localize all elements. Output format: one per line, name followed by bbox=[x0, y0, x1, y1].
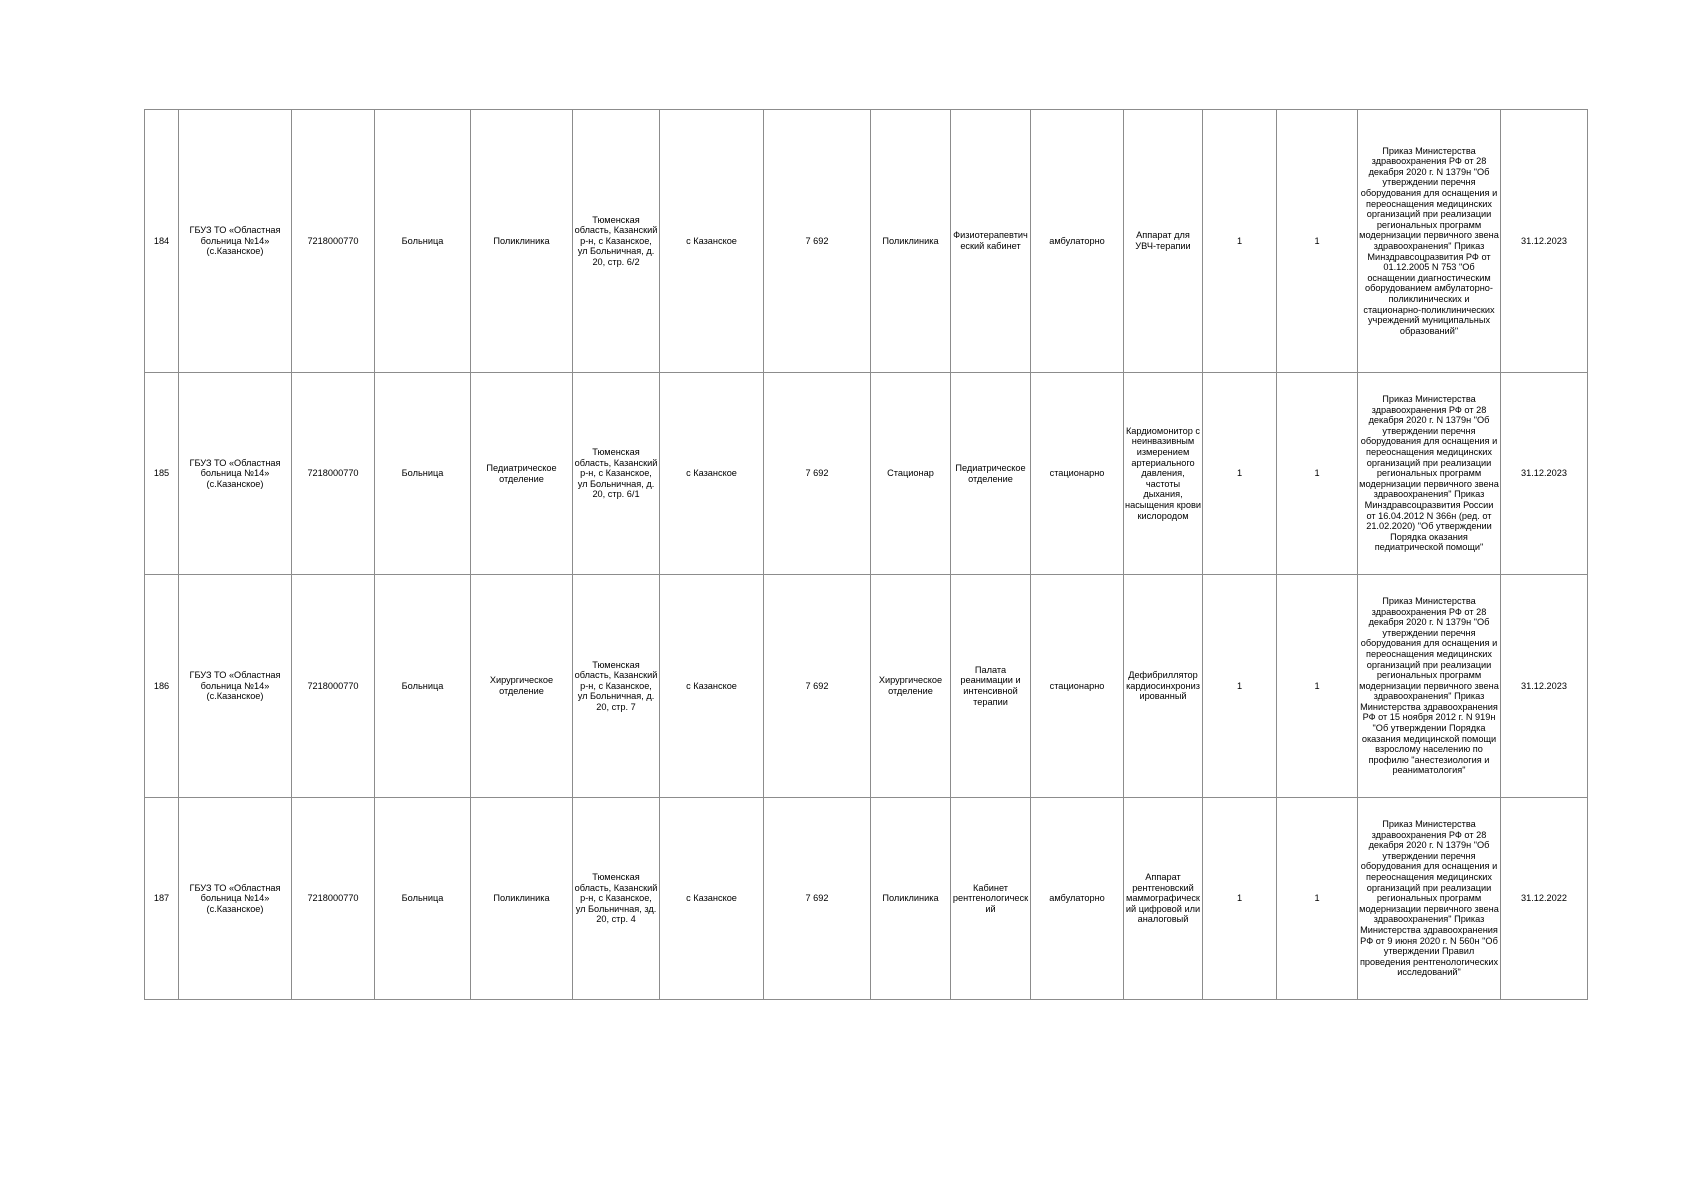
cell-qty-required: 1 bbox=[1203, 110, 1277, 373]
cell-date: 31.12.2023 bbox=[1501, 110, 1588, 373]
cell-unit-type: Поликлиника bbox=[871, 110, 951, 373]
table-row bbox=[145, 798, 1588, 1000]
cell-subdivision: Педиатрическое отделение bbox=[471, 373, 573, 575]
cell-unit-type: Хирургическое отделение bbox=[871, 575, 951, 798]
cell-basis: Приказ Министерства здравоохранения РФ от 28 декабря 2020 г. N 1379н "Об утверждении перечня оборудования для оснащения и переоснащения медицинских организаций при реализации региональных программ модернизации первичного звена здравоохранения" Приказ Минздравсоцразвития России от 16.04.2012 N 366н (ред. от 21.02.2020) "Об утверждении Порядка оказания педиатрической помощи" bbox=[1358, 373, 1501, 575]
cell-room: Педиатрическое отделение bbox=[951, 373, 1031, 575]
cell-organization: ГБУЗ ТО «Областная больница №14» (с.Казанское) bbox=[179, 110, 292, 373]
cell-qty-planned: 1 bbox=[1277, 575, 1358, 798]
table-row bbox=[145, 575, 1588, 798]
cell-address: Тюменская область, Казанский р-н, с Казанское, ул Больничная, зд. 20, стр. 4 bbox=[573, 798, 660, 1000]
cell-equipment: Кардиомонитор с неинвазивным измерением артериального давления, частоты дыхания, насыщения крови кислородом bbox=[1124, 373, 1203, 575]
cell-qty-planned: 1 bbox=[1277, 110, 1358, 373]
cell-org-type: Больница bbox=[375, 373, 471, 575]
cell-inn: 7218000770 bbox=[292, 373, 375, 575]
cell-inn: 7218000770 bbox=[292, 575, 375, 798]
cell-qty-planned: 1 bbox=[1277, 798, 1358, 1000]
cell-date: 31.12.2023 bbox=[1501, 575, 1588, 798]
cell-inn: 7218000770 bbox=[292, 798, 375, 1000]
cell-qty-required: 1 bbox=[1203, 373, 1277, 575]
cell-qty-required: 1 bbox=[1203, 575, 1277, 798]
cell-settlement: с Казанское bbox=[660, 110, 764, 373]
cell-row-number: 185 bbox=[145, 373, 179, 575]
cell-room: Палата реанимации и интенсивной терапии bbox=[951, 575, 1031, 798]
cell-address: Тюменская область, Казанский р-н, с Казанское, ул Больничная, д. 20, стр. 6/2 bbox=[573, 110, 660, 373]
cell-settlement: с Казанское bbox=[660, 373, 764, 575]
cell-unit-type: Поликлиника bbox=[871, 798, 951, 1000]
cell-org-type: Больница bbox=[375, 798, 471, 1000]
cell-unit-type: Стационар bbox=[871, 373, 951, 575]
cell-qty-planned: 1 bbox=[1277, 373, 1358, 575]
cell-org-type: Больница bbox=[375, 575, 471, 798]
cell-subdivision: Поликлиника bbox=[471, 798, 573, 1000]
cell-basis: Приказ Министерства здравоохранения РФ от 28 декабря 2020 г. N 1379н "Об утверждении перечня оборудования для оснащения и переоснащения медицинских организаций при реализации региональных программ модернизации первичного звена здравоохранения" Приказ Министерства здравоохранения РФ от 9 июня 2020 г. N 560н "Об утверждении Правил проведения рентгенологических исследований" bbox=[1358, 798, 1501, 1000]
cell-equipment: Аппарат рентгеновский маммографический цифровой или аналоговый bbox=[1124, 798, 1203, 1000]
cell-room: Кабинет рентгенологический bbox=[951, 798, 1031, 1000]
cell-care-form: амбулаторно bbox=[1031, 110, 1124, 373]
equipment-table bbox=[144, 109, 1588, 1000]
cell-organization: ГБУЗ ТО «Областная больница №14» (с.Казанское) bbox=[179, 798, 292, 1000]
table-row bbox=[145, 373, 1588, 575]
cell-date: 31.12.2023 bbox=[1501, 373, 1588, 575]
cell-population: 7 692 bbox=[764, 110, 871, 373]
cell-organization: ГБУЗ ТО «Областная больница №14» (с.Казанское) bbox=[179, 373, 292, 575]
cell-equipment: Дефибриллятор кардиосинхронизированный bbox=[1124, 575, 1203, 798]
cell-care-form: амбулаторно bbox=[1031, 798, 1124, 1000]
table-row bbox=[145, 110, 1588, 373]
cell-equipment: Аппарат для УВЧ-терапии bbox=[1124, 110, 1203, 373]
cell-population: 7 692 bbox=[764, 575, 871, 798]
cell-qty-required: 1 bbox=[1203, 798, 1277, 1000]
cell-subdivision: Поликлиника bbox=[471, 110, 573, 373]
cell-row-number: 187 bbox=[145, 798, 179, 1000]
cell-settlement: с Казанское bbox=[660, 798, 764, 1000]
cell-date: 31.12.2022 bbox=[1501, 798, 1588, 1000]
cell-care-form: стационарно bbox=[1031, 575, 1124, 798]
cell-org-type: Больница bbox=[375, 110, 471, 373]
cell-organization: ГБУЗ ТО «Областная больница №14» (с.Казанское) bbox=[179, 575, 292, 798]
cell-address: Тюменская область, Казанский р-н, с Казанское, ул Больничная, д. 20, стр. 6/1 bbox=[573, 373, 660, 575]
cell-population: 7 692 bbox=[764, 798, 871, 1000]
cell-care-form: стационарно bbox=[1031, 373, 1124, 575]
cell-basis: Приказ Министерства здравоохранения РФ от 28 декабря 2020 г. N 1379н "Об утверждении перечня оборудования для оснащения и переоснащения медицинских организаций при реализации региональных программ модернизации первичного звена здравоохранения" Приказ Минздравсоцразвития РФ от 01.12.2005 N 753 "Об оснащении диагностическим оборудованием амбулаторно-поликлинических и стационарно-поликлинических учреждений муниципальных образований" bbox=[1358, 110, 1501, 373]
cell-room: Физиотерапевтический кабинет bbox=[951, 110, 1031, 373]
cell-subdivision: Хирургическое отделение bbox=[471, 575, 573, 798]
cell-address: Тюменская область, Казанский р-н, с Казанское, ул Больничная, д. 20, стр. 7 bbox=[573, 575, 660, 798]
cell-basis: Приказ Министерства здравоохранения РФ от 28 декабря 2020 г. N 1379н "Об утверждении перечня оборудования для оснащения и переоснащения медицинских организаций при реализации региональных программ модернизации первичного звена здравоохранения" Приказ Министерства здравоохранения РФ от 15 ноября 2012 г. N 919н "Об утверждении Порядка оказания медицинской помощи взрослому населению по профилю "анестезиология и реаниматология" bbox=[1358, 575, 1501, 798]
cell-settlement: с Казанское bbox=[660, 575, 764, 798]
cell-inn: 7218000770 bbox=[292, 110, 375, 373]
cell-row-number: 184 bbox=[145, 110, 179, 373]
cell-row-number: 186 bbox=[145, 575, 179, 798]
cell-population: 7 692 bbox=[764, 373, 871, 575]
